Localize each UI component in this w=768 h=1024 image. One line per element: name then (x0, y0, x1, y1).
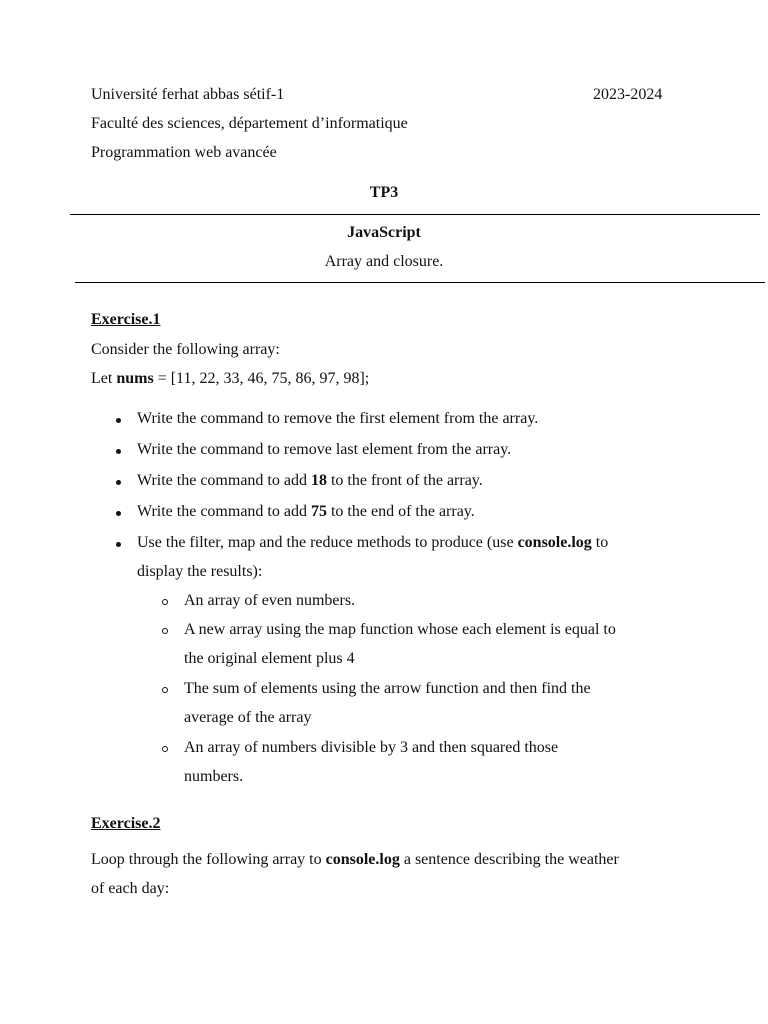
course-name: Programmation web avancée (91, 144, 277, 161)
array-variable-name: nums (116, 370, 154, 387)
bullet-value: 18 (310, 472, 327, 489)
bullet-item (137, 503, 475, 521)
sub-bullet-circle (162, 687, 168, 693)
array-literal: = [11, 22, 33, 46, 75, 86, 97, 98]; (157, 370, 370, 387)
bullet-text: Write the command to add (137, 503, 307, 520)
bullet-dot (116, 449, 121, 454)
sub-bullet-continuation: average of the array (184, 709, 312, 726)
let-keyword: Let (91, 370, 113, 387)
exercise-1-heading: Exercise.1 (91, 311, 161, 328)
bullet-dot (116, 542, 121, 547)
bullet-dot (116, 480, 121, 485)
bullet-item (137, 472, 483, 490)
array-declaration (91, 370, 369, 388)
paragraph-text: Loop through the following array to (91, 851, 322, 868)
bullet-dot (116, 418, 121, 423)
bullet-text: to (595, 534, 609, 551)
sub-bullet-continuation: numbers. (184, 768, 244, 785)
top-divider (70, 214, 760, 215)
academic-year: 2023-2024 (593, 86, 663, 103)
bullet-continuation: display the results): (137, 563, 263, 580)
code-keyword: console.log (325, 851, 400, 868)
exercise-2-heading: Exercise.2 (91, 815, 161, 832)
bullet-text: Use the filter, map and the reduce methods to produce (use (137, 534, 514, 551)
paragraph-text: a sentence describing the weather (403, 851, 619, 868)
topic-subtitle: Array and closure. (324, 253, 444, 270)
exercise-2-line-2: of each day: (91, 880, 170, 897)
sub-bullet-circle (162, 628, 168, 634)
sub-bullet-item: The sum of elements using the arrow function and then find the (184, 680, 591, 697)
subject-title: JavaScript (347, 224, 421, 241)
bullet-item (137, 534, 608, 552)
faculty-name: Faculté des sciences, département d’informatique (91, 115, 408, 132)
bullet-item: Write the command to remove the first element from the array. (137, 410, 539, 427)
bottom-divider (75, 282, 765, 283)
sub-bullet-item: A new array using the map function whose each element is equal to (184, 621, 616, 638)
bullet-dot (116, 511, 121, 516)
bullet-text: to the end of the array. (330, 503, 475, 520)
sub-bullet-item: An array of numbers divisible by 3 and then squared those (184, 739, 559, 756)
exercise-2-line-1 (91, 851, 619, 869)
bullet-text: Write the command to add (137, 472, 307, 489)
exercise-1-intro: Consider the following array: (91, 341, 280, 358)
university-name: Université ferhat abbas sétif-1 (91, 86, 285, 103)
code-keyword: console.log (517, 534, 592, 551)
sub-bullet-circle (162, 599, 168, 605)
sub-bullet-circle (162, 746, 168, 752)
bullet-item: Write the command to remove last element from the array. (137, 441, 512, 458)
bullet-value: 75 (310, 503, 327, 520)
tp-title: TP3 (369, 184, 399, 201)
bullet-text: to the front of the array. (330, 472, 483, 489)
sub-bullet-item: An array of even numbers. (184, 592, 356, 609)
sub-bullet-continuation: the original element plus 4 (184, 650, 355, 667)
